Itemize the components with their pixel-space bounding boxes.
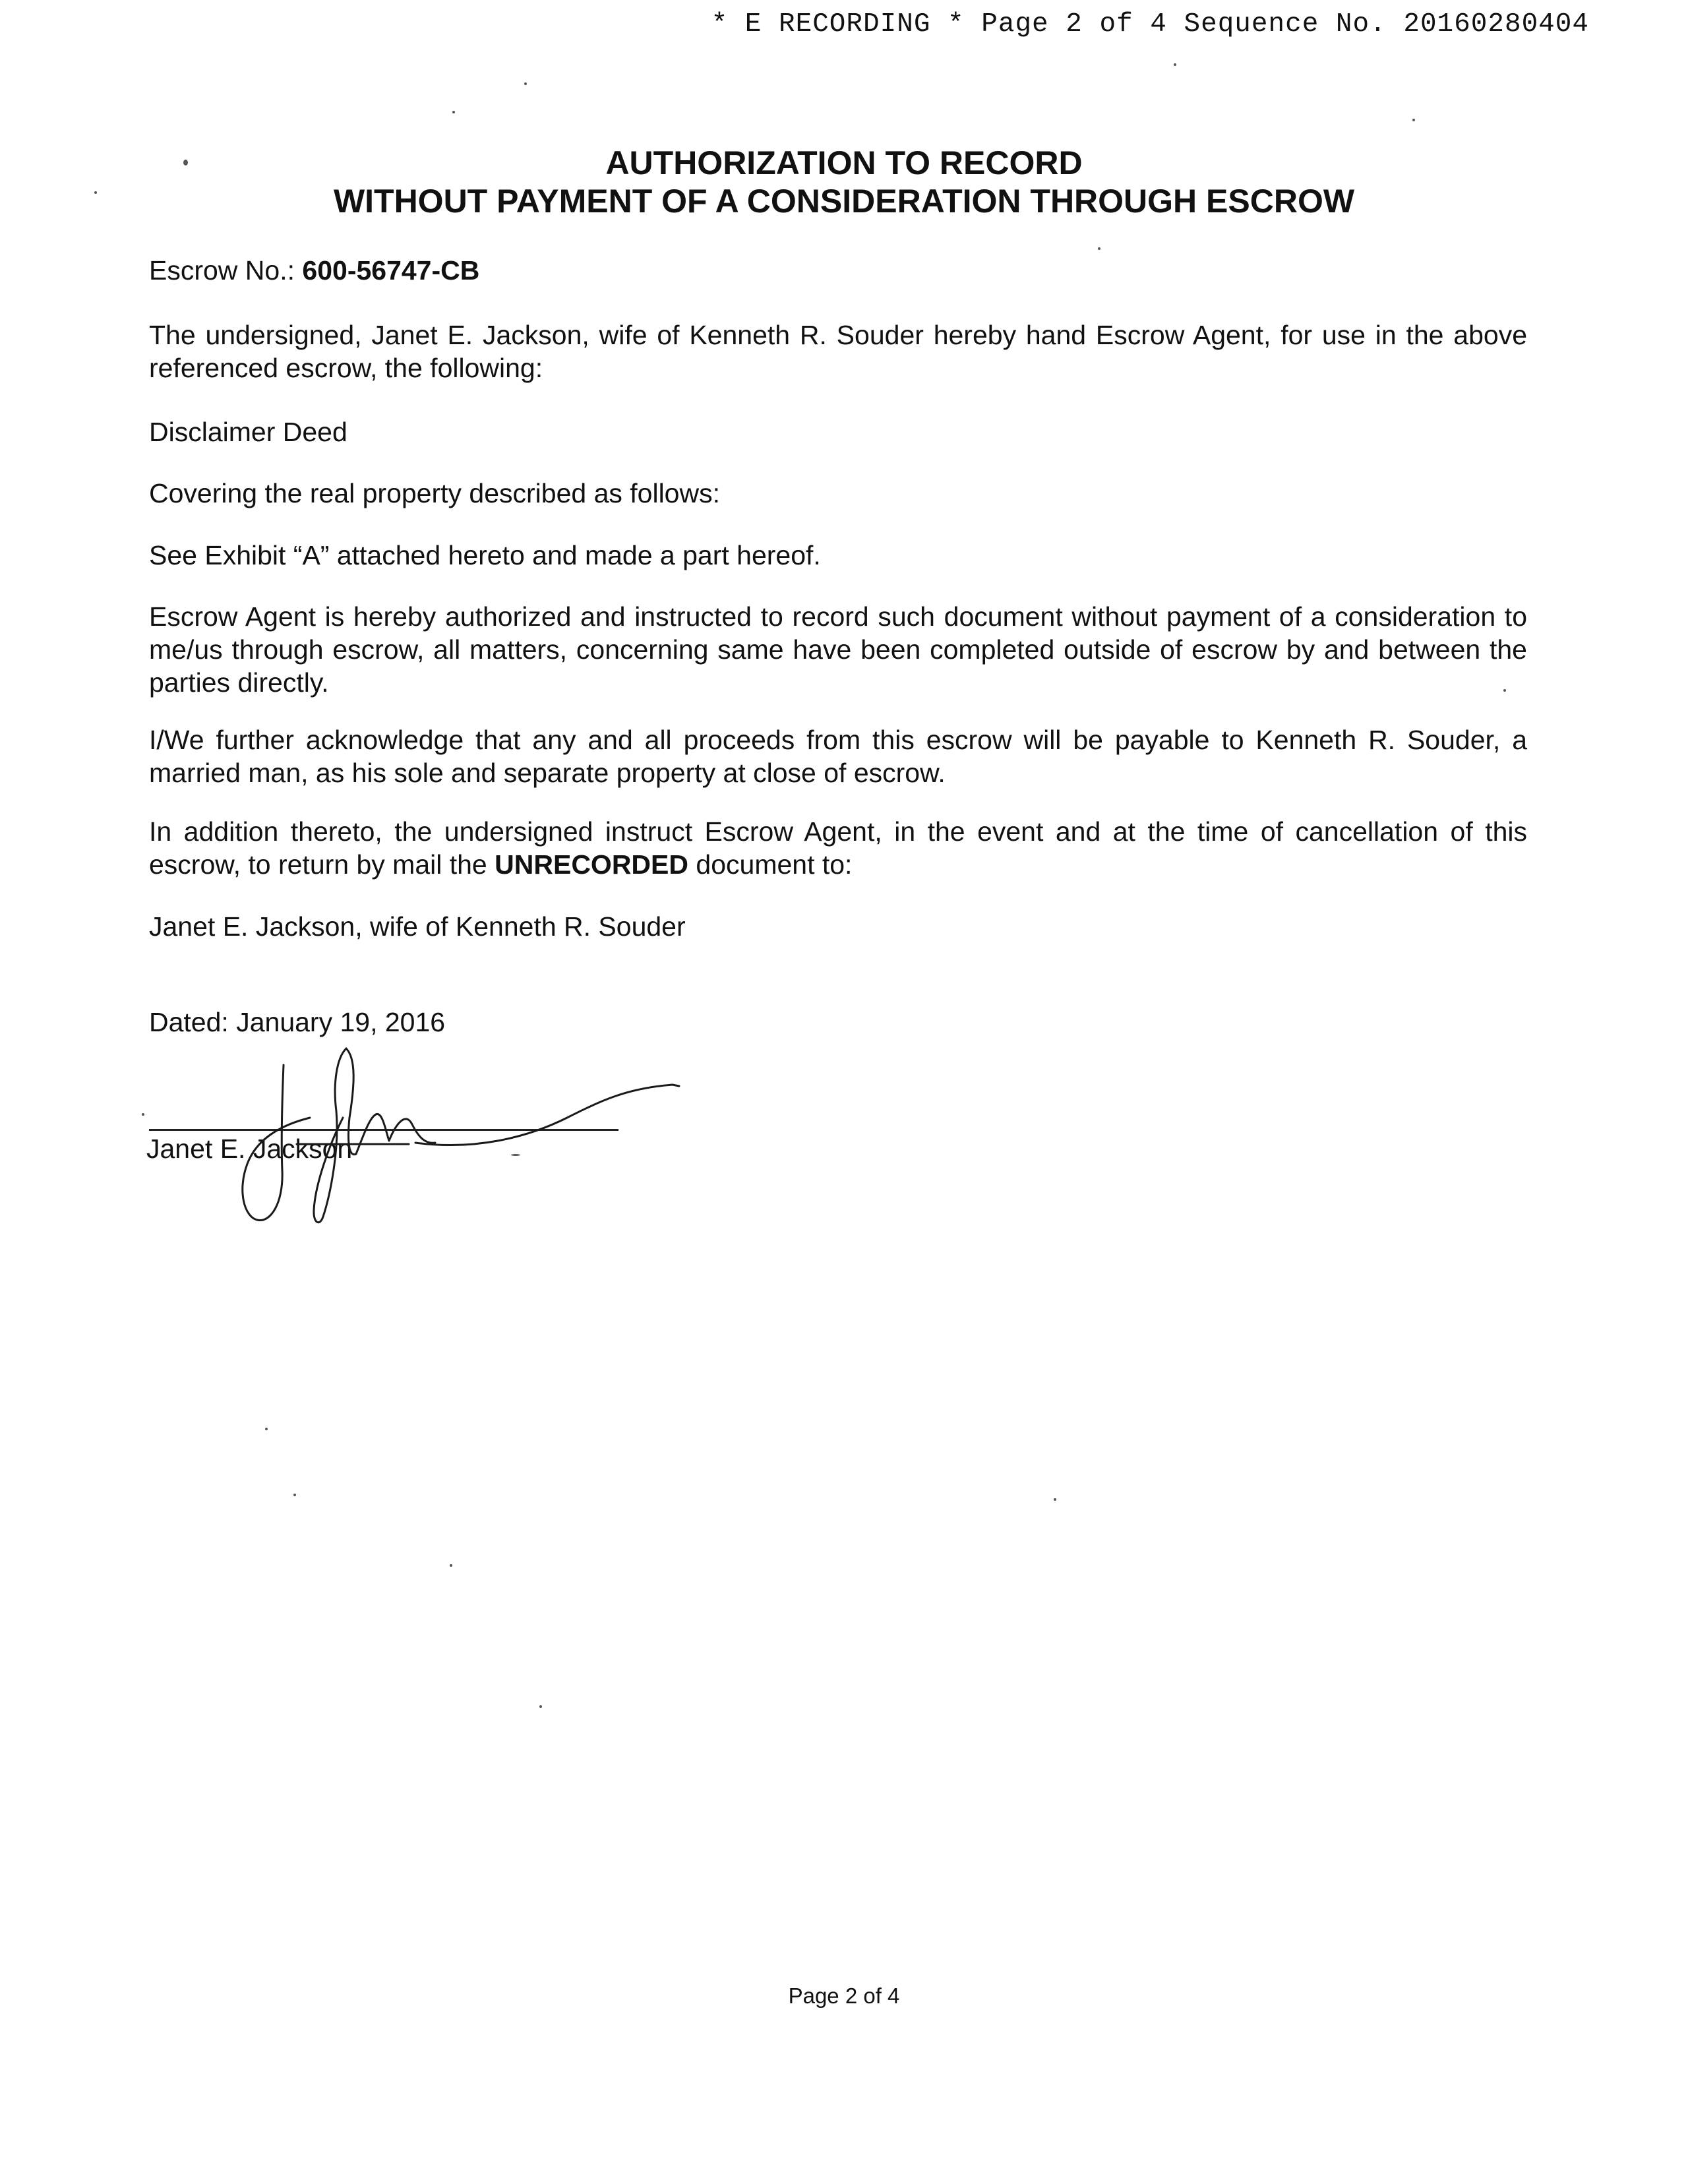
scan-speck xyxy=(524,82,527,85)
scan-speck xyxy=(1503,689,1506,692)
scan-speck xyxy=(94,191,97,194)
dated-label: Dated: xyxy=(149,1007,229,1037)
cancellation-text-before: In addition thereto, the undersigned instruct Escrow Agent, in the event and at the time of cancellation of this escrow, to return by mail the xyxy=(149,816,1527,880)
cancellation-paragraph xyxy=(149,815,1527,881)
scan-speck xyxy=(1412,119,1415,121)
recording-stamp-header: * E RECORDING * Page 2 of 4 Sequence No. 20160280404 xyxy=(711,9,1589,40)
exhibit-text: See Exhibit “A” attached hereto and made a part hereof. xyxy=(149,540,821,570)
dated-line xyxy=(149,1006,1527,1039)
scan-speck xyxy=(1098,247,1100,250)
scan-speck xyxy=(183,160,188,166)
cancellation-text-after: document to: xyxy=(696,849,853,880)
unrecorded-emphasis: UNRECORDED xyxy=(495,849,688,880)
scan-speck xyxy=(1054,1498,1056,1501)
scan-speck xyxy=(265,1428,268,1430)
title-line-1: AUTHORIZATION TO RECORD xyxy=(605,144,1083,181)
signature-graphic xyxy=(198,1045,699,1236)
authorization-paragraph: Escrow Agent is hereby authorized and instructed to record such document without payment of a consideration to me/us through escrow, all matters, concerning same have been completed outside of escrow by and between the parties directly. xyxy=(149,601,1527,698)
scan-speck xyxy=(1174,63,1176,66)
scan-speck xyxy=(142,1113,144,1116)
dated-value: January 19, 2016 xyxy=(236,1007,446,1037)
scan-speck xyxy=(450,1564,452,1567)
escrow-number: 600-56747-CB xyxy=(302,255,480,286)
escrow-label: Escrow No.: xyxy=(149,255,295,286)
scan-speck xyxy=(539,1705,542,1708)
page-footer: Page 2 of 4 xyxy=(788,1984,900,2008)
intro-paragraph: The undersigned, Janet E. Jackson, wife of Kenneth R. Souder hereby hand Escrow Agent, for use in the above referenced escrow, the following: xyxy=(149,320,1527,383)
proceeds-paragraph: I/We further acknowledge that any and all proceeds from this escrow will be payable to Kenneth R. Souder, a married man, as his sole and separate property at close of escrow. xyxy=(149,725,1527,788)
return-to-recipient: Janet E. Jackson, wife of Kenneth R. Souder xyxy=(149,911,686,942)
escrow-number-line xyxy=(149,254,1527,287)
title-line-2: WITHOUT PAYMENT OF A CONSIDERATION THROUGH ESCROW xyxy=(333,183,1355,220)
scan-speck xyxy=(511,1154,520,1156)
signer-name: Janet E. Jackson xyxy=(146,1134,353,1164)
document-title xyxy=(0,144,1688,220)
covering-text: Covering the real property described as follows: xyxy=(149,478,720,508)
scan-speck xyxy=(293,1494,296,1496)
scan-speck xyxy=(452,111,455,113)
document-type: Disclaimer Deed xyxy=(149,417,347,447)
